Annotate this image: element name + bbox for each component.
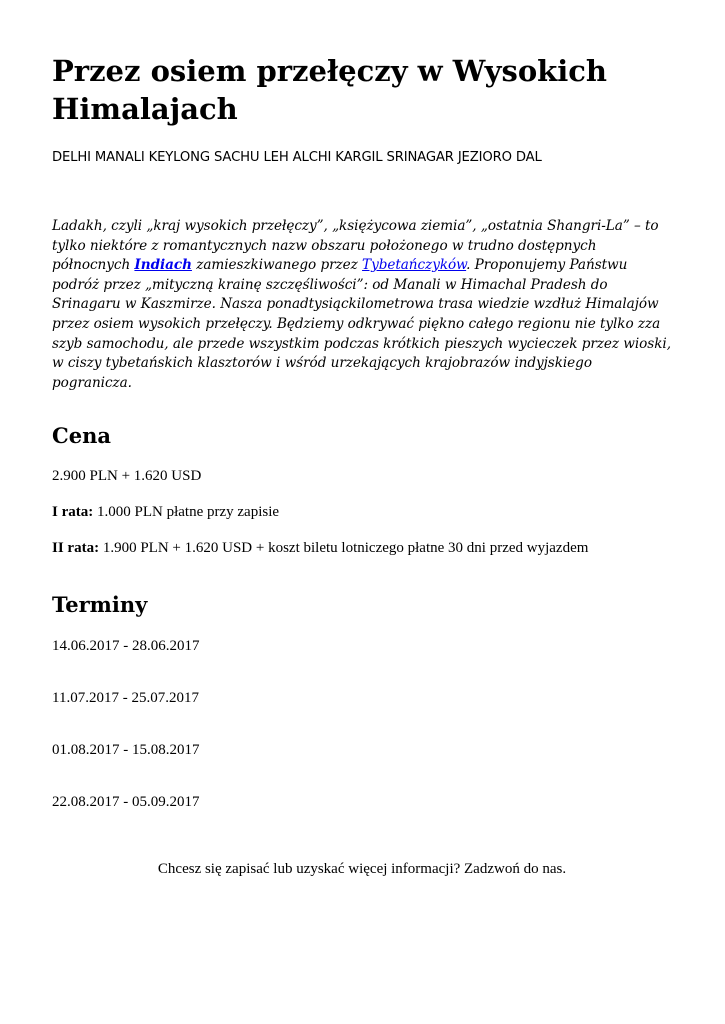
installment-2-label: II rata: [52,540,100,556]
installment-1-label: I rata: [52,504,94,520]
route-list: DELHI MANALI KEYLONG SACHU LEH ALCHI KARGIL SRINAGAR JEZIORO DAL [52,150,542,165]
page-title: Przez osiem przełęczy w Wysokich Himalajach [52,54,608,126]
intro-paragraph [52,217,672,393]
installment-2-text: 1.900 PLN + 1.620 USD + koszt biletu lotniczego płatne 30 dni przed wyjazdem [99,540,589,556]
intro-text-3: . Proponujemy Państwu podróż przez „mityczną krainę szczęśliwości”: od Manali w Himachal Pradesh do Srinagaru w Kaszmirze. Nasza ponadtysiąckilometrowa trasa wiedzie wzdłuż Himalajów przez osiem wysokich przełęczy. Będziemy odkrywać piękno całego regionu nie tylko zza szyb samochodu, ale przede wszystkim podczas krótkich pieszych wycieczek przez wioski, w ciszy tybetańskich klasztorów i wśród urzekających krajobrazów indyjskiego pogranicza. [52,257,671,391]
date-range: 11.07.2017 - 25.07.2017 [52,690,199,706]
installment-1-text: 1.000 PLN płatne przy zapisie [93,504,280,520]
date-range: 01.08.2017 - 15.08.2017 [52,742,200,758]
india-link[interactable]: Indiach [134,257,192,274]
date-range: 14.06.2017 - 28.06.2017 [52,638,200,654]
tibetans-link[interactable]: Tybetańczyków [362,257,467,274]
price-heading: Cena [52,423,111,448]
installment-1 [52,504,279,521]
intro-text-1: Ladakh, czyli „kraj wysokich przełęczy”, „księżycowa ziemia”, „ostatnia Shangri-La” – to tylko niektóre z romantycznych nazw obszaru położonego w trudno dostępnych północnych [52,218,659,274]
date-range: 22.08.2017 - 05.09.2017 [52,794,200,810]
installment-2 [52,540,588,557]
contact-cta: Chcesz się zapisać lub uzyskać więcej informacji? Zadzwoń do nas. [157,861,567,877]
intro-text-2: zamieszkiwanego przez [191,257,363,274]
price-total: 2.900 PLN + 1.620 USD [52,468,202,484]
dates-heading: Terminy [52,592,148,617]
